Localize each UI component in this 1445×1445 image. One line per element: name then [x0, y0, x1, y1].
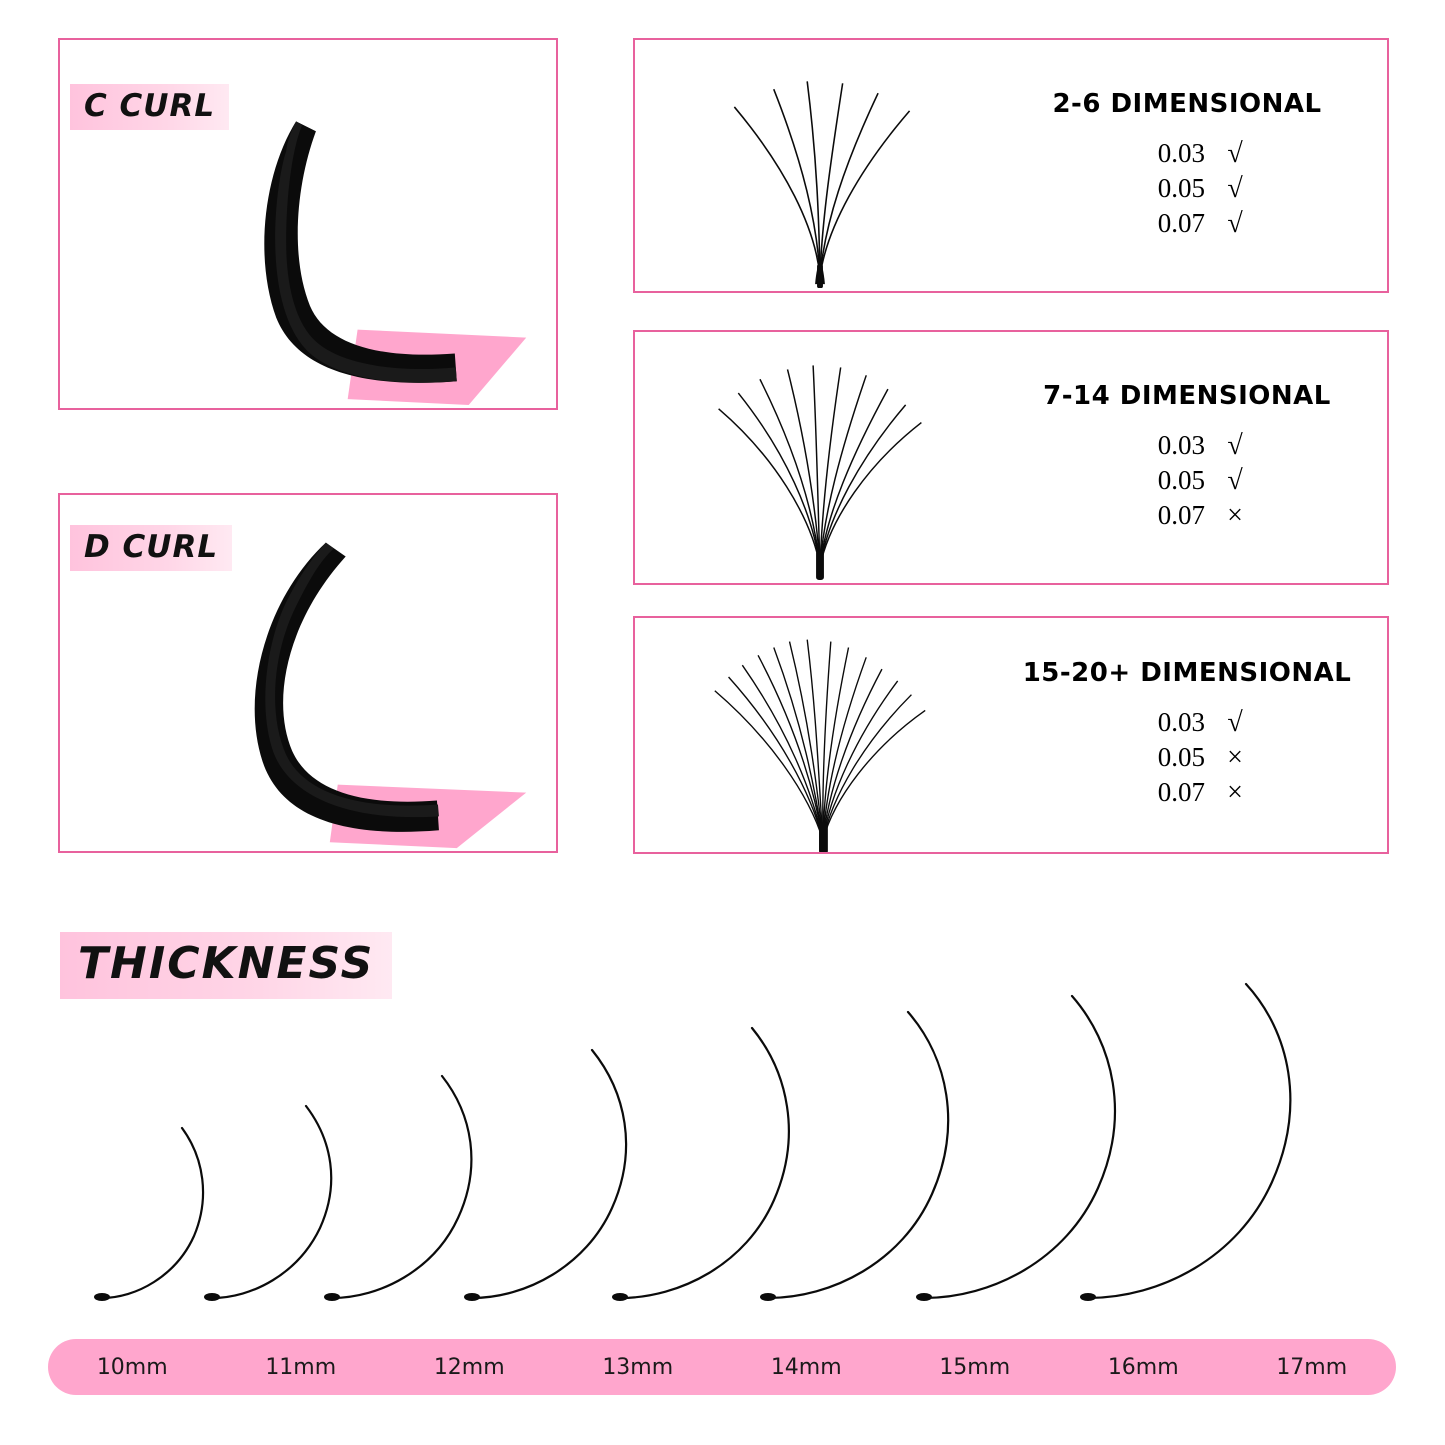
dimension-row	[1109, 465, 1265, 497]
availability-mark: √	[1227, 464, 1243, 496]
length-label: 12mm	[433, 1354, 505, 1380]
availability-mark: √	[1227, 207, 1243, 239]
thickness-value: 0.03	[1157, 707, 1205, 737]
c-curl-panel	[58, 38, 558, 410]
dimension-row	[1109, 500, 1265, 532]
dimension-row	[1109, 138, 1265, 170]
dimension-rows	[1109, 704, 1265, 812]
dimension-title: 15-20+ DIMENSIONAL	[1022, 658, 1352, 688]
d-curl-panel	[58, 493, 558, 853]
availability-mark: √	[1227, 137, 1243, 169]
fan-10-lashes-icon	[655, 332, 985, 583]
thickness-value: 0.05	[1157, 742, 1205, 772]
length-label: 16mm	[1107, 1354, 1179, 1380]
dimension-panel-15-20	[633, 616, 1389, 854]
dimension-title: 7-14 DIMENSIONAL	[1043, 380, 1331, 411]
length-label: 10mm	[96, 1354, 168, 1380]
availability-mark: √	[1227, 172, 1243, 204]
fan-14-lashes-icon	[655, 618, 985, 852]
thickness-value: 0.07	[1157, 777, 1205, 807]
dimension-panel-2-6	[633, 38, 1389, 293]
length-label: 13mm	[602, 1354, 674, 1380]
dimension-rows	[1109, 135, 1265, 243]
thickness-value: 0.05	[1157, 172, 1205, 203]
thickness-section-label: THICKNESS	[60, 932, 392, 999]
lash-length-scale-bar	[48, 1339, 1396, 1395]
d-curl-label: D CURL	[70, 525, 232, 571]
dimension-title: 2-6 DIMENSIONAL	[1052, 88, 1322, 119]
length-label: 15mm	[939, 1354, 1011, 1380]
dimension-text-2-6	[995, 40, 1379, 291]
dimension-text-7-14	[995, 332, 1379, 583]
thickness-value: 0.05	[1157, 464, 1205, 495]
length-label: 14mm	[770, 1354, 842, 1380]
thickness-value: 0.03	[1157, 429, 1205, 460]
dimension-row	[1109, 777, 1265, 809]
availability-mark: ×	[1227, 777, 1243, 808]
availability-mark: ×	[1227, 499, 1243, 531]
dimension-rows	[1109, 427, 1265, 535]
length-label: 17mm	[1276, 1354, 1348, 1380]
availability-mark: √	[1227, 707, 1243, 738]
thickness-value: 0.07	[1157, 207, 1205, 238]
fan-6-lashes-icon	[655, 40, 985, 291]
availability-mark: ×	[1227, 742, 1243, 773]
thickness-value: 0.07	[1157, 499, 1205, 530]
dimension-row	[1109, 173, 1265, 205]
thickness-value: 0.03	[1157, 137, 1205, 168]
dimension-text-15-20	[995, 618, 1379, 852]
length-label: 11mm	[265, 1354, 337, 1380]
dimension-row	[1109, 707, 1265, 739]
dimension-row	[1109, 208, 1265, 240]
lash-length-illustration	[40, 980, 1410, 1320]
c-curl-label: C CURL	[70, 84, 229, 130]
dimension-panel-7-14	[633, 330, 1389, 585]
dimension-row	[1109, 742, 1265, 774]
dimension-row	[1109, 430, 1265, 462]
availability-mark: √	[1227, 429, 1243, 461]
